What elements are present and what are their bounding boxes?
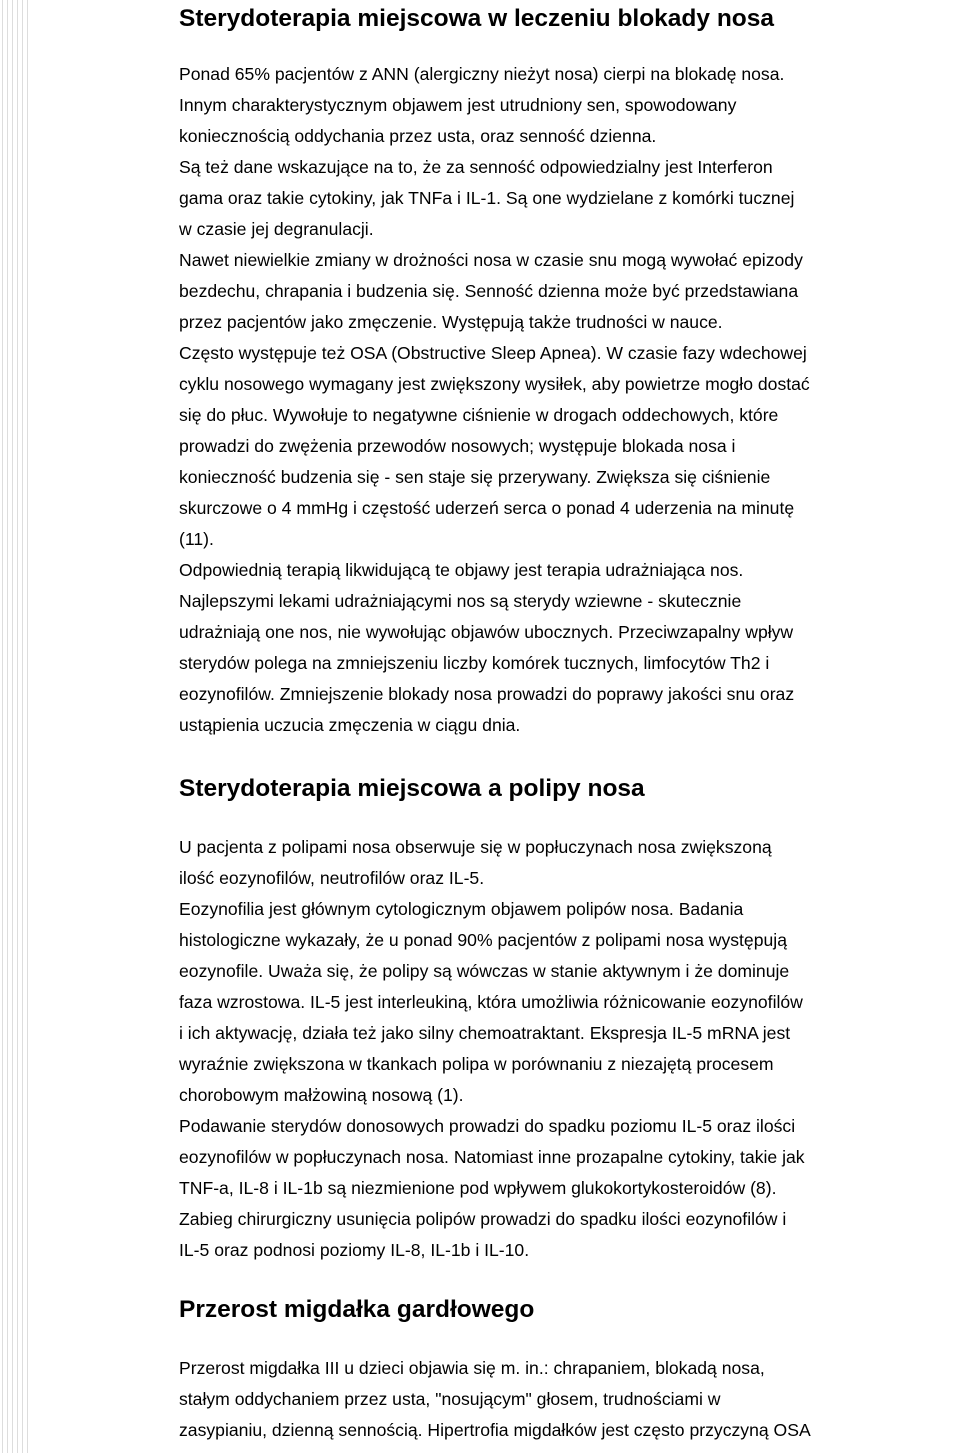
text-line: przez pacjentów jako zmęczenie. Występują także trudności w nauce.: [179, 312, 723, 332]
section-body-adenoid-hypertrophy: [179, 1353, 957, 1446]
text-line: Najlepszymi lekami udrażniającymi nos są sterydy wziewne - skutecznie: [179, 591, 742, 611]
text-line: Są też dane wskazujące na to, że za senność odpowiedzialny jest Interferon: [179, 157, 773, 177]
text-line: Odpowiednią terapią likwidującą te objawy jest terapia udrażniająca nos.: [179, 560, 744, 580]
text-line: eozynofilów. Zmniejszenie blokady nosa prowadzi do poprawy jakości snu oraz: [179, 684, 795, 704]
text-line: koniecznością oddychania przez usta, oraz senność dzienna.: [179, 126, 657, 146]
text-line: prowadzi do zwężenia przewodów nosowych; występuje blokada nosa i: [179, 436, 736, 456]
section-body-nasal-blockage: [179, 59, 957, 741]
text-line: konieczność budzenia się - sen staje się przerywany. Zwiększa się ciśnienie: [179, 467, 771, 487]
page-edge-decoration: [0, 0, 28, 1453]
text-line: eozynofilów w popłuczynach nosa. Natomiast inne prozapalne cytokiny, takie jak: [179, 1147, 805, 1167]
text-line: gama oraz takie cytokiny, jak TNFa i IL-1. Są one wydzielane z komórki tucznej: [179, 188, 795, 208]
section-body-nasal-polyps: [179, 832, 957, 1266]
text-line: bezdechu, chrapania i budzenia się. Senność dzienna może być przedstawiana: [179, 281, 799, 301]
text-line: chorobowym małżowiną nosową (1).: [179, 1085, 464, 1105]
text-line: Podawanie sterydów donosowych prowadzi do spadku poziomu IL-5 oraz ilości: [179, 1116, 796, 1136]
text-line: Zabieg chirurgiczny usunięcia polipów prowadzi do spadku ilości eozynofilów i: [179, 1209, 787, 1229]
section-heading-nasal-polyps: Sterydoterapia miejscowa a polipy nosa: [179, 775, 645, 802]
text-line: sterydów polega na zmniejszeniu liczby komórek tucznych, limfocytów Th2 i: [179, 653, 770, 673]
text-line: Nawet niewielkie zmiany w drożności nosa w czasie snu mogą wywołać epizody: [179, 250, 803, 270]
section-heading-nasal-blockage: Sterydoterapia miejscowa w leczeniu blokady nosa: [179, 5, 775, 32]
text-line: stałym oddychaniem przez usta, "nosującym" głosem, trudnościami w: [179, 1389, 721, 1409]
text-line: U pacjenta z polipami nosa obserwuje się w popłuczynach nosa zwiększoną: [179, 837, 772, 857]
text-line: TNF-a, IL-8 i IL-1b są niezmienione pod wpływem glukokortykosteroidów (8).: [179, 1178, 777, 1198]
text-line: eozynofile. Uważa się, że polipy są wówczas w stanie aktywnym i że dominuje: [179, 961, 790, 981]
text-line: i ich aktywację, działa też jako silny chemoatraktant. Ekspresja IL-5 mRNA jest: [179, 1023, 791, 1043]
text-line: w czasie jej degranulacji.: [179, 219, 374, 239]
text-line: zasypianiu, dzienną sennością. Hipertrofia migdałków jest często przyczyną OSA: [179, 1420, 811, 1440]
text-line: Ponad 65% pacjentów z ANN (alergiczny nieżyt nosa) cierpi na blokadę nosa.: [179, 64, 785, 84]
text-line: Przerost migdałka III u dzieci objawia się m. in.: chrapaniem, blokadą nosa,: [179, 1358, 765, 1378]
text-line: Często występuje też OSA (Obstructive Sleep Apnea). W czasie fazy wdechowej: [179, 343, 807, 363]
section-heading-adenoid-hypertrophy: Przerost migdałka gardłowego: [179, 1296, 535, 1323]
text-line: wyraźnie zwiększona w tkankach polipa w porównaniu z niezajętą procesem: [179, 1054, 774, 1074]
text-line: ustąpienia uczucia zmęczenia w ciągu dnia.: [179, 715, 521, 735]
text-line: cyklu nosowego wymagany jest zwiększony wysiłek, aby powietrze mogło dostać: [179, 374, 810, 394]
text-line: IL-5 oraz podnosi poziomy IL-8, IL-1b i IL-10.: [179, 1240, 530, 1260]
text-line: (11).: [179, 529, 214, 549]
text-line: Innym charakterystycznym objawem jest utrudniony sen, spowodowany: [179, 95, 737, 115]
text-line: faza wzrostowa. IL-5 jest interleukiną, która umożliwia różnicowanie eozynofilów: [179, 992, 803, 1012]
text-line: histologiczne wykazały, że u ponad 90% pacjentów z polipami nosa występują: [179, 930, 787, 950]
text-line: Eozynofilia jest głównym cytologicznym objawem polipów nosa. Badania: [179, 899, 744, 919]
text-line: się do płuc. Wywołuje to negatywne ciśnienie w drogach oddechowych, które: [179, 405, 779, 425]
text-line: udrażniają one nos, nie wywołując objawów ubocznych. Przeciwzapalny wpływ: [179, 622, 794, 642]
text-line: ilość eozynofilów, neutrofilów oraz IL-5.: [179, 868, 485, 888]
text-line: skurczowe o 4 mmHg i częstość uderzeń serca o ponad 4 uderzenia na minutę: [179, 498, 795, 518]
